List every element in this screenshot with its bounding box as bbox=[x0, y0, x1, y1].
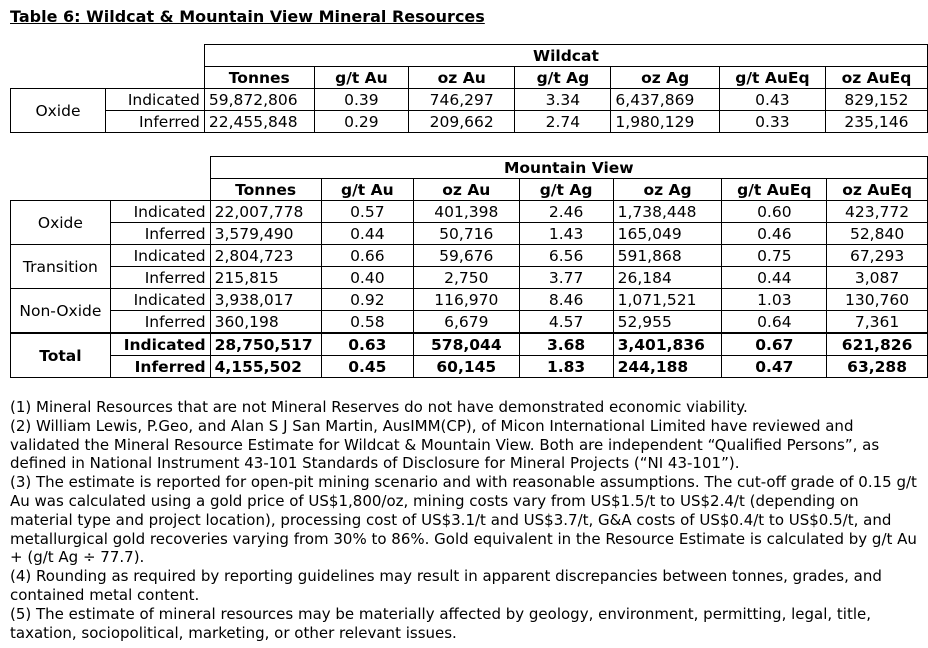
col-header-oz-ag: oz Ag bbox=[611, 67, 719, 89]
cell-gt-ag: 3.77 bbox=[519, 267, 613, 289]
mountain-view-title-row bbox=[11, 157, 928, 179]
cell-oz-aueq: 130,760 bbox=[827, 289, 928, 311]
cell-oz-ag: 1,980,129 bbox=[611, 111, 719, 133]
col-header-oz-ag: oz Ag bbox=[613, 179, 722, 201]
cell-gt-au: 0.66 bbox=[321, 245, 413, 267]
col-header-oz-au: oz Au bbox=[414, 179, 520, 201]
cell-tonnes: 4,155,502 bbox=[210, 356, 321, 378]
footnote-4: (4) Rounding as required by reporting guidelines may result in apparent discrepancies between tonnes, grades, and contained metal content. bbox=[10, 567, 882, 604]
table-row bbox=[11, 289, 928, 311]
cell-gt-aueq: 0.33 bbox=[719, 111, 825, 133]
cell-oz-ag: 1,738,448 bbox=[613, 201, 722, 223]
cell-oz-ag: 244,188 bbox=[613, 356, 722, 378]
row-label: Indicated bbox=[105, 89, 204, 111]
row-label: Indicated bbox=[110, 289, 210, 311]
cell-gt-ag: 2.46 bbox=[519, 201, 613, 223]
cell-oz-aueq: 63,288 bbox=[827, 356, 928, 378]
cell-gt-ag: 1.83 bbox=[519, 356, 613, 378]
table-row bbox=[11, 89, 928, 111]
wildcat-column-header-row bbox=[11, 67, 928, 89]
cell-gt-au: 0.40 bbox=[321, 267, 413, 289]
cell-tonnes: 215,815 bbox=[210, 267, 321, 289]
cell-oz-aueq: 67,293 bbox=[827, 245, 928, 267]
cell-oz-au: 209,662 bbox=[409, 111, 515, 133]
table-title: Table 6: Wildcat & Mountain View Mineral Resources bbox=[10, 7, 485, 26]
row-label: Indicated bbox=[110, 245, 210, 267]
row-label: Indicated bbox=[110, 201, 210, 223]
cell-oz-au: 2,750 bbox=[414, 267, 520, 289]
cell-gt-au: 0.63 bbox=[321, 333, 413, 356]
col-header-tonnes: Tonnes bbox=[204, 67, 314, 89]
cell-oz-aueq: 52,840 bbox=[827, 223, 928, 245]
cell-tonnes: 360,198 bbox=[210, 311, 321, 334]
wildcat-oxide-label: Oxide bbox=[11, 89, 106, 133]
cell-oz-aueq: 3,087 bbox=[827, 267, 928, 289]
col-header-gt-aueq: g/t AuEq bbox=[722, 179, 827, 201]
row-label: Inferred bbox=[110, 267, 210, 289]
cell-gt-aueq: 0.47 bbox=[722, 356, 827, 378]
wildcat-title-row bbox=[11, 45, 928, 67]
table-row bbox=[11, 223, 928, 245]
cell-gt-ag: 3.68 bbox=[519, 333, 613, 356]
footnote-5: (5) The estimate of mineral resources may be materially affected by geology, environment, permitting, legal, title, taxation, sociopolitical, marketing, or other relevant issues. bbox=[10, 604, 872, 642]
cell-oz-ag: 165,049 bbox=[613, 223, 722, 245]
cell-tonnes: 3,938,017 bbox=[210, 289, 321, 311]
row-label: Inferred bbox=[110, 356, 210, 378]
wildcat-table bbox=[10, 44, 928, 133]
cell-oz-au: 746,297 bbox=[409, 89, 515, 111]
total-row bbox=[11, 356, 928, 378]
footnote-3: (3) The estimate is reported for open-pit mining scenario and with reasonable assumptions. The cut-off grade of 0.15 g/t Au was calculated using a gold price of US$1,800/oz, mining costs vary from US$1.5/t to US$2.4/t (depending on material type and project location), processing cost of US$3.1/t and US$3.7/t, G&A costs of US$0.4/t to US$0.5/t, and metallurgical gold recoveries varying from 30% to 86%. Gold equivalent in the Resource Estimate is calculated by g/t Au + (g/t Ag ÷ 77.7). bbox=[10, 473, 917, 567]
mountain-view-table bbox=[10, 156, 928, 378]
cell-oz-au: 578,044 bbox=[414, 333, 520, 356]
cell-oz-aueq: 621,826 bbox=[827, 333, 928, 356]
cell-tonnes: 3,579,490 bbox=[210, 223, 321, 245]
row-label: Inferred bbox=[105, 111, 204, 133]
cell-gt-aueq: 0.44 bbox=[722, 267, 827, 289]
cell-gt-aueq: 0.43 bbox=[719, 89, 825, 111]
cell-gt-ag: 1.43 bbox=[519, 223, 613, 245]
mv-oxide-label: Oxide bbox=[11, 201, 111, 245]
row-label: Indicated bbox=[110, 333, 210, 356]
footnote-2: (2) William Lewis, P.Geo, and Alan S J San Martin, AusIMM(CP), of Micon International Limited have reviewed and validated the Mineral Resource Estimate for Wildcat & Mountain View. Both are independent “Qualified Persons”, as defined in National Instrument 43-101 Standards of Disclosure for Mineral Projects (“NI 43-101”). bbox=[10, 416, 880, 473]
cell-oz-ag: 52,955 bbox=[613, 311, 722, 334]
table-row bbox=[11, 267, 928, 289]
mv-non-oxide-label: Non-Oxide bbox=[11, 289, 111, 334]
cell-oz-ag: 26,184 bbox=[613, 267, 722, 289]
col-header-gt-aueq: g/t AuEq bbox=[719, 67, 825, 89]
cell-gt-ag: 2.74 bbox=[515, 111, 611, 133]
cell-gt-au: 0.58 bbox=[321, 311, 413, 334]
mv-total-label: Total bbox=[11, 333, 111, 378]
cell-gt-au: 0.45 bbox=[321, 356, 413, 378]
cell-tonnes: 59,872,806 bbox=[204, 89, 314, 111]
mountain-view-group-header: Mountain View bbox=[210, 157, 927, 179]
cell-tonnes: 22,455,848 bbox=[204, 111, 314, 133]
cell-gt-au: 0.92 bbox=[321, 289, 413, 311]
cell-gt-au: 0.57 bbox=[321, 201, 413, 223]
cell-oz-au: 50,716 bbox=[414, 223, 520, 245]
table-row bbox=[11, 201, 928, 223]
col-header-gt-au: g/t Au bbox=[321, 179, 413, 201]
table-row bbox=[11, 311, 928, 334]
cell-oz-au: 401,398 bbox=[414, 201, 520, 223]
cell-oz-au: 116,970 bbox=[414, 289, 520, 311]
footnote-1: (1) Mineral Resources that are not Mineral Reserves do not have demonstrated economic viability. bbox=[10, 398, 748, 416]
col-header-gt-ag: g/t Ag bbox=[515, 67, 611, 89]
cell-tonnes: 2,804,723 bbox=[210, 245, 321, 267]
cell-oz-aueq: 235,146 bbox=[825, 111, 927, 133]
table-row bbox=[11, 245, 928, 267]
row-label: Inferred bbox=[110, 223, 210, 245]
col-header-oz-aueq: oz AuEq bbox=[825, 67, 927, 89]
mountain-view-column-header-row bbox=[11, 179, 928, 201]
cell-gt-aueq: 1.03 bbox=[722, 289, 827, 311]
cell-oz-ag: 6,437,869 bbox=[611, 89, 719, 111]
cell-oz-aueq: 423,772 bbox=[827, 201, 928, 223]
cell-oz-aueq: 829,152 bbox=[825, 89, 927, 111]
cell-oz-au: 6,679 bbox=[414, 311, 520, 334]
cell-gt-au: 0.29 bbox=[314, 111, 408, 133]
cell-gt-au: 0.44 bbox=[321, 223, 413, 245]
cell-gt-ag: 3.34 bbox=[515, 89, 611, 111]
cell-tonnes: 28,750,517 bbox=[210, 333, 321, 356]
col-header-gt-ag: g/t Ag bbox=[519, 179, 613, 201]
cell-gt-aueq: 0.60 bbox=[722, 201, 827, 223]
col-header-oz-aueq: oz AuEq bbox=[827, 179, 928, 201]
cell-gt-aueq: 0.67 bbox=[722, 333, 827, 356]
col-header-oz-au: oz Au bbox=[409, 67, 515, 89]
cell-oz-ag: 3,401,836 bbox=[613, 333, 722, 356]
cell-gt-au: 0.39 bbox=[314, 89, 408, 111]
cell-gt-aueq: 0.64 bbox=[722, 311, 827, 334]
cell-gt-aueq: 0.46 bbox=[722, 223, 827, 245]
mv-transition-label: Transition bbox=[11, 245, 111, 289]
cell-gt-aueq: 0.75 bbox=[722, 245, 827, 267]
cell-gt-ag: 8.46 bbox=[519, 289, 613, 311]
total-row bbox=[11, 333, 928, 356]
col-header-tonnes: Tonnes bbox=[210, 179, 321, 201]
footnotes bbox=[10, 398, 922, 642]
row-label: Inferred bbox=[110, 311, 210, 334]
cell-oz-aueq: 7,361 bbox=[827, 311, 928, 334]
cell-tonnes: 22,007,778 bbox=[210, 201, 321, 223]
cell-oz-au: 60,145 bbox=[414, 356, 520, 378]
cell-gt-ag: 6.56 bbox=[519, 245, 613, 267]
table-row bbox=[11, 111, 928, 133]
cell-oz-ag: 591,868 bbox=[613, 245, 722, 267]
wildcat-group-header: Wildcat bbox=[204, 45, 927, 67]
cell-oz-ag: 1,071,521 bbox=[613, 289, 722, 311]
cell-gt-ag: 4.57 bbox=[519, 311, 613, 334]
col-header-gt-au: g/t Au bbox=[314, 67, 408, 89]
cell-oz-au: 59,676 bbox=[414, 245, 520, 267]
